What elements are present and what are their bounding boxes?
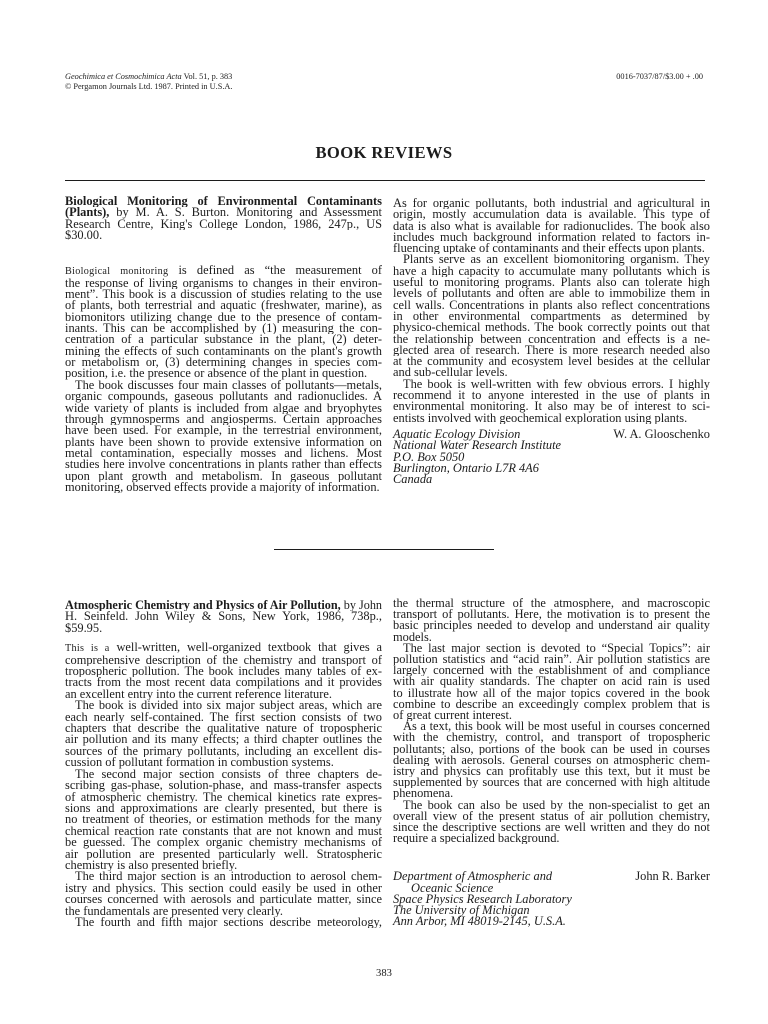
paragraph-line: chemistry is also presented briefly. bbox=[65, 859, 238, 872]
paragraph-line: istry and physics. This section could easily be used in other bbox=[65, 882, 382, 895]
paragraph-line: sources of the primary pollutants, including an excellent dis- bbox=[65, 745, 382, 758]
lead-words: This is a bbox=[65, 643, 110, 655]
paragraph-line: no treatment of theories, or estimation methods for the many bbox=[65, 814, 382, 826]
article-code: 0016-7037/87/$3.00 + .00 bbox=[616, 72, 703, 81]
review2-right-column bbox=[393, 598, 710, 927]
paragraph-line: This is a well-written, well-organized textbook that gives a bbox=[65, 642, 382, 655]
paragraph-line: fluencing uptake of contaminants and their effects upon plants. bbox=[393, 243, 705, 255]
paragraph-line: studies here involve concentrations in plants rather than effects bbox=[65, 459, 382, 471]
paragraph-line: sions and approximations are clearly presented, but there is bbox=[65, 802, 382, 815]
paragraph-line: cell walls. Concentrations in plants also reflect concentrations bbox=[393, 299, 710, 311]
paragraph-line: glected area of research. There is more research needed also bbox=[393, 344, 710, 357]
affiliation-line: Ann Arbor, MI 48019-2145, U.S.A. bbox=[393, 914, 566, 929]
citation-line: $30.00. bbox=[65, 230, 103, 242]
paragraph-line: tracts from the most recent data compilations and it provides bbox=[65, 677, 382, 689]
paragraph-line: courses concerned with aerosols and particulate matter, since bbox=[65, 894, 382, 906]
title-rule bbox=[65, 180, 705, 181]
paragraph-line: models. bbox=[393, 631, 432, 643]
review1-left-column bbox=[65, 196, 382, 493]
paragraph-line: be guessed. The complex organic chemistry mechanisms of bbox=[65, 837, 382, 849]
paragraph-line: organic compounds, gaseous pollutants and radionuclides. A bbox=[65, 391, 382, 403]
paragraph-line: pollutants; also, portions of the book can be used in courses bbox=[393, 743, 710, 755]
paragraph-line: ment”. This book is a discussion of studies relating to the use bbox=[65, 289, 382, 301]
paragraph-line: cussion of pollutant formation in combustion systems. bbox=[65, 757, 334, 769]
section-title: BOOK REVIEWS bbox=[315, 143, 453, 162]
paragraph-line: biomonitors utilizing change due to the presence of contam- bbox=[65, 311, 382, 324]
paragraph-line: position, i.e. the presence or absence of the plant in question. bbox=[65, 368, 368, 380]
paragraph-line: mining the effects of such contaminants on the plant's growth bbox=[65, 345, 382, 358]
paragraph-line: overall view of the present status of air pollution chemistry, bbox=[393, 810, 710, 823]
affiliation-line: The University of Michigan bbox=[393, 903, 530, 918]
affiliation-line: Canada bbox=[393, 472, 433, 487]
paragraph-line: combine to describe an exceedingly complex problem that is bbox=[393, 698, 710, 711]
copyright: © Pergamon Journals Ltd. 1987. Printed in U.S.A. bbox=[65, 82, 233, 92]
paragraph-line: tropospheric pollution. The book includes many tables of ex- bbox=[65, 666, 382, 678]
affiliation-line: Burlington, Ontario L7R 4A6 bbox=[393, 460, 539, 475]
paragraph-line: in other environmental compartments as determined by bbox=[393, 310, 710, 323]
paragraph-line: air pollution and its many effects; a third chapter outlines the bbox=[65, 734, 382, 746]
citation-line: Research Centre, King's College London, 1986, 247p., US bbox=[65, 218, 382, 231]
paragraph-line: the relationship between concentration and effects is a ne- bbox=[393, 333, 710, 345]
paragraph-line: The second major section consists of three chapters de- bbox=[75, 768, 382, 781]
affiliation-line: National Water Research Institute bbox=[393, 438, 562, 453]
paragraph-line: As a text, this book will be most useful in courses concerned bbox=[403, 721, 710, 733]
paragraph-line: entists involved with geochemical exploration using plants. bbox=[393, 412, 688, 424]
paragraph-line: transport of pollutants. Here, the motivation is to present the bbox=[393, 609, 710, 621]
paragraph-line: require a specialized background. bbox=[393, 833, 560, 845]
paragraph-line: to illustrate how all of the major topics covered in the book bbox=[393, 687, 710, 699]
paragraph-line: supplemented by sources that are concerned with high altitude bbox=[393, 777, 710, 789]
paragraph-line: environmental monitoring. It also may be of interest to sci- bbox=[393, 401, 710, 413]
paragraph-line: chapters that describe the qualitative nature of tropospheric bbox=[65, 723, 382, 735]
affiliation-line: Space Physics Research Laboratory bbox=[393, 891, 572, 906]
paragraph-line: The book discusses four main classes of pollutants—metals, bbox=[75, 379, 382, 392]
paragraph-line: an excellent entry into the current reference literature. bbox=[65, 688, 332, 701]
review2-left-column bbox=[65, 600, 382, 928]
paragraph-line: the fundamentals are presented very clearly. bbox=[65, 905, 283, 917]
journal-volume: Vol. 51, p. 383 bbox=[183, 72, 233, 81]
paragraph-line: of great current interest. bbox=[393, 710, 513, 722]
paragraph-line: As for organic pollutants, both industrial and agricultural in bbox=[393, 198, 710, 210]
paragraph-line: with the chemistry, control, and transport of tropospheric bbox=[393, 732, 710, 744]
paragraph-line: istry and physics can profitably use this text, but it must be bbox=[393, 766, 710, 778]
paragraph-line: pollution statistics and “acid rain”. Air pollution statistics are bbox=[393, 654, 710, 666]
citation-line: Atmospheric Chemistry and Physics of Air Pollution, by John bbox=[65, 600, 382, 612]
paragraph-line: levels of pollutants and often are able to immobilize them in bbox=[393, 288, 710, 300]
paragraph-line: The last major section is devoted to “Special Topics”: air bbox=[403, 642, 710, 655]
paragraph-line: inants. This can be accomplished by (1) measuring the con- bbox=[65, 323, 382, 335]
paragraph-line: The fourth and fifth major sections describe meteorology, bbox=[75, 916, 382, 929]
paragraph-line: centration of a particular substance in the plant, (2) deter- bbox=[65, 334, 382, 346]
paragraph-line: phenomena. bbox=[393, 788, 454, 800]
reviewer-name: W. A. Glooschenko bbox=[613, 426, 710, 441]
paragraph-line: chemical reaction rate constants that are not known and must bbox=[65, 825, 382, 838]
paragraph-line: largely concerned with the establishment of and compliance bbox=[393, 665, 710, 677]
paragraph-line: air pollution are presented particularly well. Stratospheric bbox=[65, 848, 382, 860]
affiliation-line: Aquatic Ecology Division bbox=[393, 426, 521, 441]
journal-header bbox=[65, 72, 232, 93]
paragraph-line: at the community and ecosystem level besides at the cellular bbox=[393, 356, 710, 368]
affiliation-line: P.O. Box 5050 bbox=[393, 449, 465, 464]
section-divider bbox=[274, 549, 494, 550]
paragraph-line: have a high capacity to accumulate many pollutants which is bbox=[393, 265, 710, 278]
paragraph-line: The third major section is an introduction to aerosol chem- bbox=[75, 871, 382, 883]
paragraph-line: the response of living organisms to changes in their environ- bbox=[65, 277, 382, 290]
paragraph-line: wide variety of plants is included from algae and bryophytes bbox=[65, 402, 382, 414]
page-number: 383 bbox=[376, 968, 392, 979]
citation-line: $59.95. bbox=[65, 622, 103, 635]
paragraph-line: data is also what is available for radionuclides. The book also bbox=[393, 220, 710, 232]
paragraph-line: recommend it to anyone interested in the use of plants in bbox=[393, 390, 710, 402]
paragraph-line: have been used. For example, in the terrestrial environment, bbox=[65, 425, 382, 437]
paragraph-line: of atmospheric chemistry. The chemical kinetics rate expres- bbox=[65, 791, 382, 803]
paragraph-line: scribing gas-phase, solution-phase, and mass-transfer aspects bbox=[65, 780, 382, 792]
paragraph-line: comprehensive description of the chemistry and transport of bbox=[65, 654, 382, 667]
paragraph-line: dealing with aerosols. General courses on atmospheric chem- bbox=[393, 754, 710, 767]
paragraph-line: monitoring, observed effects provide a majority of information. bbox=[65, 481, 380, 494]
citation-line: (Plants), by M. A. S. Burton. Monitoring and Assessment bbox=[65, 207, 382, 219]
paragraph-line: or metabolism or, (3) determining changes in species com- bbox=[65, 357, 382, 369]
journal-name: Geochimica et Cosmochimica Acta bbox=[65, 72, 182, 81]
affiliation-line: Oceanic Science bbox=[411, 880, 494, 895]
citation-line: H. Seinfeld. John Wiley & Sons, New York, 1986, 738p., bbox=[65, 611, 382, 623]
citation-line: Biological Monitoring of Environmental Contaminants bbox=[65, 196, 382, 208]
review1-right-column bbox=[393, 198, 710, 485]
paragraph-line: with air quality standards. The chapter on acid rain is used bbox=[393, 676, 710, 688]
paragraph-line: upon plant growth and metabolism. In gaseous pollutant bbox=[65, 470, 382, 482]
paragraph-line: physico-chemical methods. The book correctly points out that bbox=[393, 322, 710, 334]
paragraph-line: plants have been shown to provide extensive information on bbox=[65, 436, 382, 448]
paragraph-line: The book can also be used by the non-specialist to get an bbox=[403, 799, 710, 811]
paragraph-line: since the descriptive sections are well written and they do not bbox=[393, 822, 710, 834]
paragraph-line: includes much background information related to factors in- bbox=[393, 231, 710, 244]
paragraph-line: through gymnosperms and angiosperms. Certain approaches bbox=[65, 413, 382, 426]
lead-words: Biological monitoring bbox=[65, 266, 169, 278]
paragraph-line: basic principles needed to develop and understand air quality bbox=[393, 620, 710, 632]
paragraph-line: and sub-cellular levels. bbox=[393, 367, 508, 379]
affiliation-line: Department of Atmospheric and bbox=[393, 869, 553, 884]
reviewer-name: John R. Barker bbox=[635, 869, 710, 884]
paragraph-line: Biological monitoring is defined as “the measurement of bbox=[65, 265, 382, 278]
paragraph-line: metal contamination, especially mosses and lichens. Most bbox=[65, 447, 382, 460]
paragraph-line: The book is well-written with few obvious errors. I highly bbox=[403, 378, 710, 391]
paragraph-line: Plants serve as an excellent biomonitoring organism. They bbox=[403, 254, 710, 266]
paragraph-line: The book is divided into six major subject areas, which are bbox=[75, 700, 382, 712]
paragraph-line: useful to monitoring programs. Plants also can tolerate high bbox=[393, 277, 710, 289]
paragraph-line: of plants, both terrestrial and aquatic (freshwater, marine), as bbox=[65, 300, 382, 312]
paragraph-line: origin, mostly accumulation data is available. This type of bbox=[393, 209, 710, 221]
paragraph-line: the thermal structure of the atmosphere, and macroscopic bbox=[393, 598, 710, 610]
paragraph-line: each nearly self-contained. The first section consists of two bbox=[65, 711, 382, 724]
